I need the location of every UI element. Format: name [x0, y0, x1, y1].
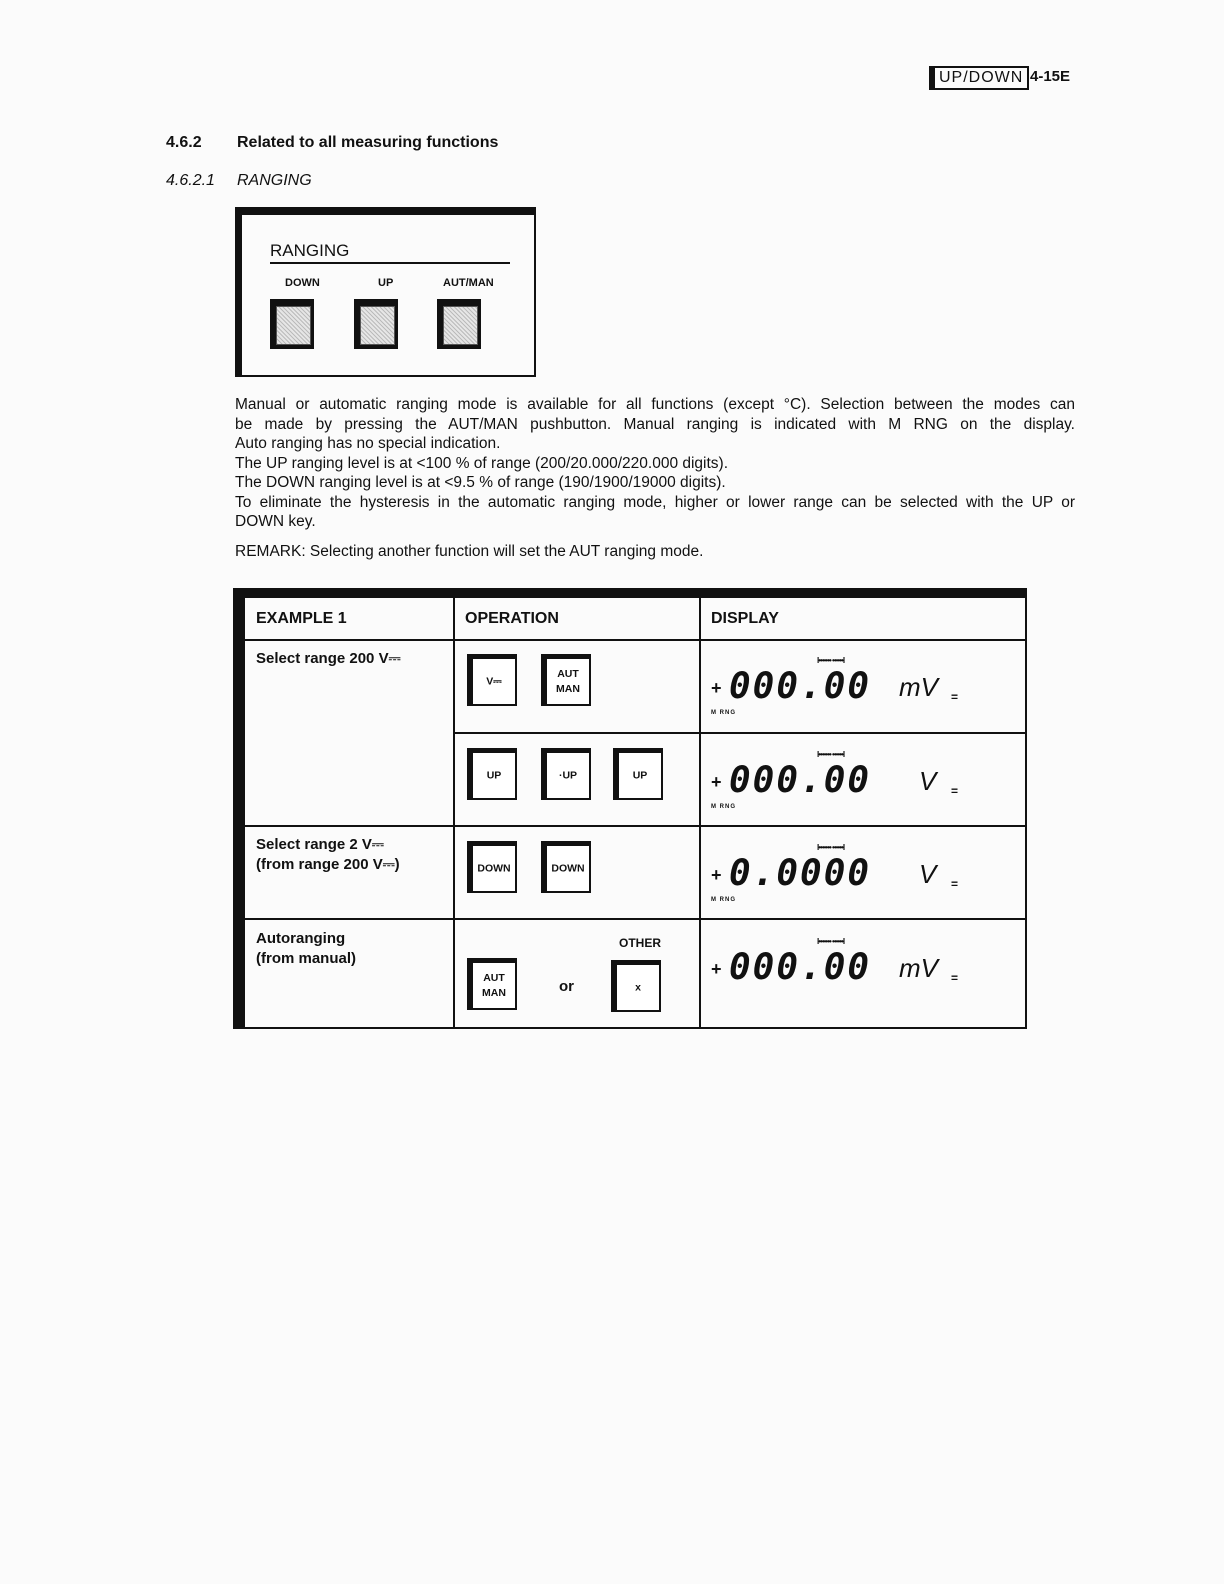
remark: REMARK: Selecting another function will set the AUT ranging mode.	[235, 543, 704, 560]
aut-man-key[interactable]: AUT MAN	[467, 958, 517, 1010]
lcd-unit: mV	[899, 953, 938, 983]
down-key[interactable]: DOWN	[467, 841, 517, 893]
lcd-display-2	[711, 748, 1011, 824]
header-display: DISPLAY	[711, 610, 779, 627]
up-label: UP	[378, 277, 394, 289]
down-button[interactable]	[270, 299, 314, 349]
lcd-digits: 000.00	[729, 760, 872, 801]
lcd-digits: 000.00	[729, 666, 872, 707]
panel-divider	[270, 262, 510, 264]
row-label-4b: (from manual)	[256, 950, 357, 967]
example-table	[233, 588, 1027, 1029]
v-dc-key[interactable]: V⎓	[467, 654, 517, 706]
lcd-mrng: M RNG	[711, 804, 736, 810]
lcd-display-1	[711, 654, 1011, 730]
down-key[interactable]: DOWN	[541, 841, 591, 893]
bargraph: I••••••• ••••••I	[817, 750, 845, 759]
lcd-mrng: M RNG	[711, 710, 736, 716]
text-line: The DOWN ranging level is at <9.5 % of range (190/1900/19000 digits).	[235, 474, 726, 491]
up-key[interactable]: ·UP	[541, 748, 591, 800]
text-line: be made by pressing the AUT/MAN pushbutton. Manual ranging is indicated with M RNG on the display.	[235, 415, 1075, 433]
other-function-key[interactable]: x	[611, 960, 661, 1012]
lcd-dc-symbol: =	[951, 971, 959, 985]
section-tag: UP/DOWN	[929, 66, 1029, 90]
subsection-title: RANGING	[237, 172, 312, 189]
lcd-dc-symbol: =	[951, 784, 959, 798]
row-label-3a: Select range 2 V⎓	[256, 836, 384, 853]
row-label-3b: (from range 200 V⎓)	[256, 856, 400, 873]
text-line: To eliminate the hysteresis in the automatic ranging mode, higher or lower range can be selected with the UP or	[235, 493, 1075, 511]
panel-title: RANGING	[270, 241, 350, 260]
aut-man-label: AUT/MAN	[443, 277, 494, 289]
lcd-display-3	[711, 841, 1011, 917]
up-key[interactable]: UP	[613, 748, 663, 800]
text-line: Auto ranging has no special indication.	[235, 435, 501, 452]
subsection-number: 4.6.2.1	[166, 172, 215, 189]
up-button[interactable]	[354, 299, 398, 349]
down-label: DOWN	[285, 277, 320, 289]
aut-man-button[interactable]	[437, 299, 481, 349]
bargraph: I••••••• ••••••I	[817, 843, 845, 852]
text-line: DOWN key.	[235, 513, 316, 530]
lcd-mrng: M RNG	[711, 897, 736, 903]
lcd-digits: 000.00	[729, 947, 872, 988]
bargraph: I••••••• ••••••I	[817, 656, 845, 665]
section-number: 4.6.2	[166, 134, 202, 151]
text-line: Manual or automatic ranging mode is available for all functions (except °C). Selection between the modes can	[235, 396, 1075, 413]
lcd-digits: 0.0000	[729, 853, 872, 894]
or-text: or	[559, 978, 574, 995]
lcd-display-4	[711, 935, 1011, 1011]
ranging-panel	[235, 207, 536, 377]
row-label-4a: Autoranging	[256, 930, 346, 947]
lcd-dc-symbol: =	[951, 690, 959, 704]
lcd-dc-symbol: =	[951, 877, 959, 891]
ranging-description	[235, 395, 1075, 532]
lcd-sign: +	[711, 865, 722, 885]
row-label-1: Select range 200 V⎓	[256, 650, 401, 667]
lcd-sign: +	[711, 678, 722, 698]
lcd-sign: +	[711, 772, 722, 792]
lcd-unit: V	[919, 859, 937, 889]
lcd-unit: V	[919, 766, 937, 796]
aut-man-key[interactable]: AUT MAN	[541, 654, 591, 706]
lcd-sign: +	[711, 959, 722, 979]
lcd-unit: mV	[899, 672, 938, 702]
other-label: OTHER	[619, 936, 661, 950]
text-line: The UP ranging level is at <100 % of range (200/20.000/220.000 digits).	[235, 454, 729, 472]
header-operation: OPERATION	[465, 610, 559, 627]
bargraph: I••••••• ••••••I	[817, 937, 845, 946]
section-title: Related to all measuring functions	[237, 134, 499, 151]
page-number: 4-15E	[1030, 68, 1071, 85]
header-example: EXAMPLE 1	[256, 610, 347, 627]
up-key[interactable]: UP	[467, 748, 517, 800]
